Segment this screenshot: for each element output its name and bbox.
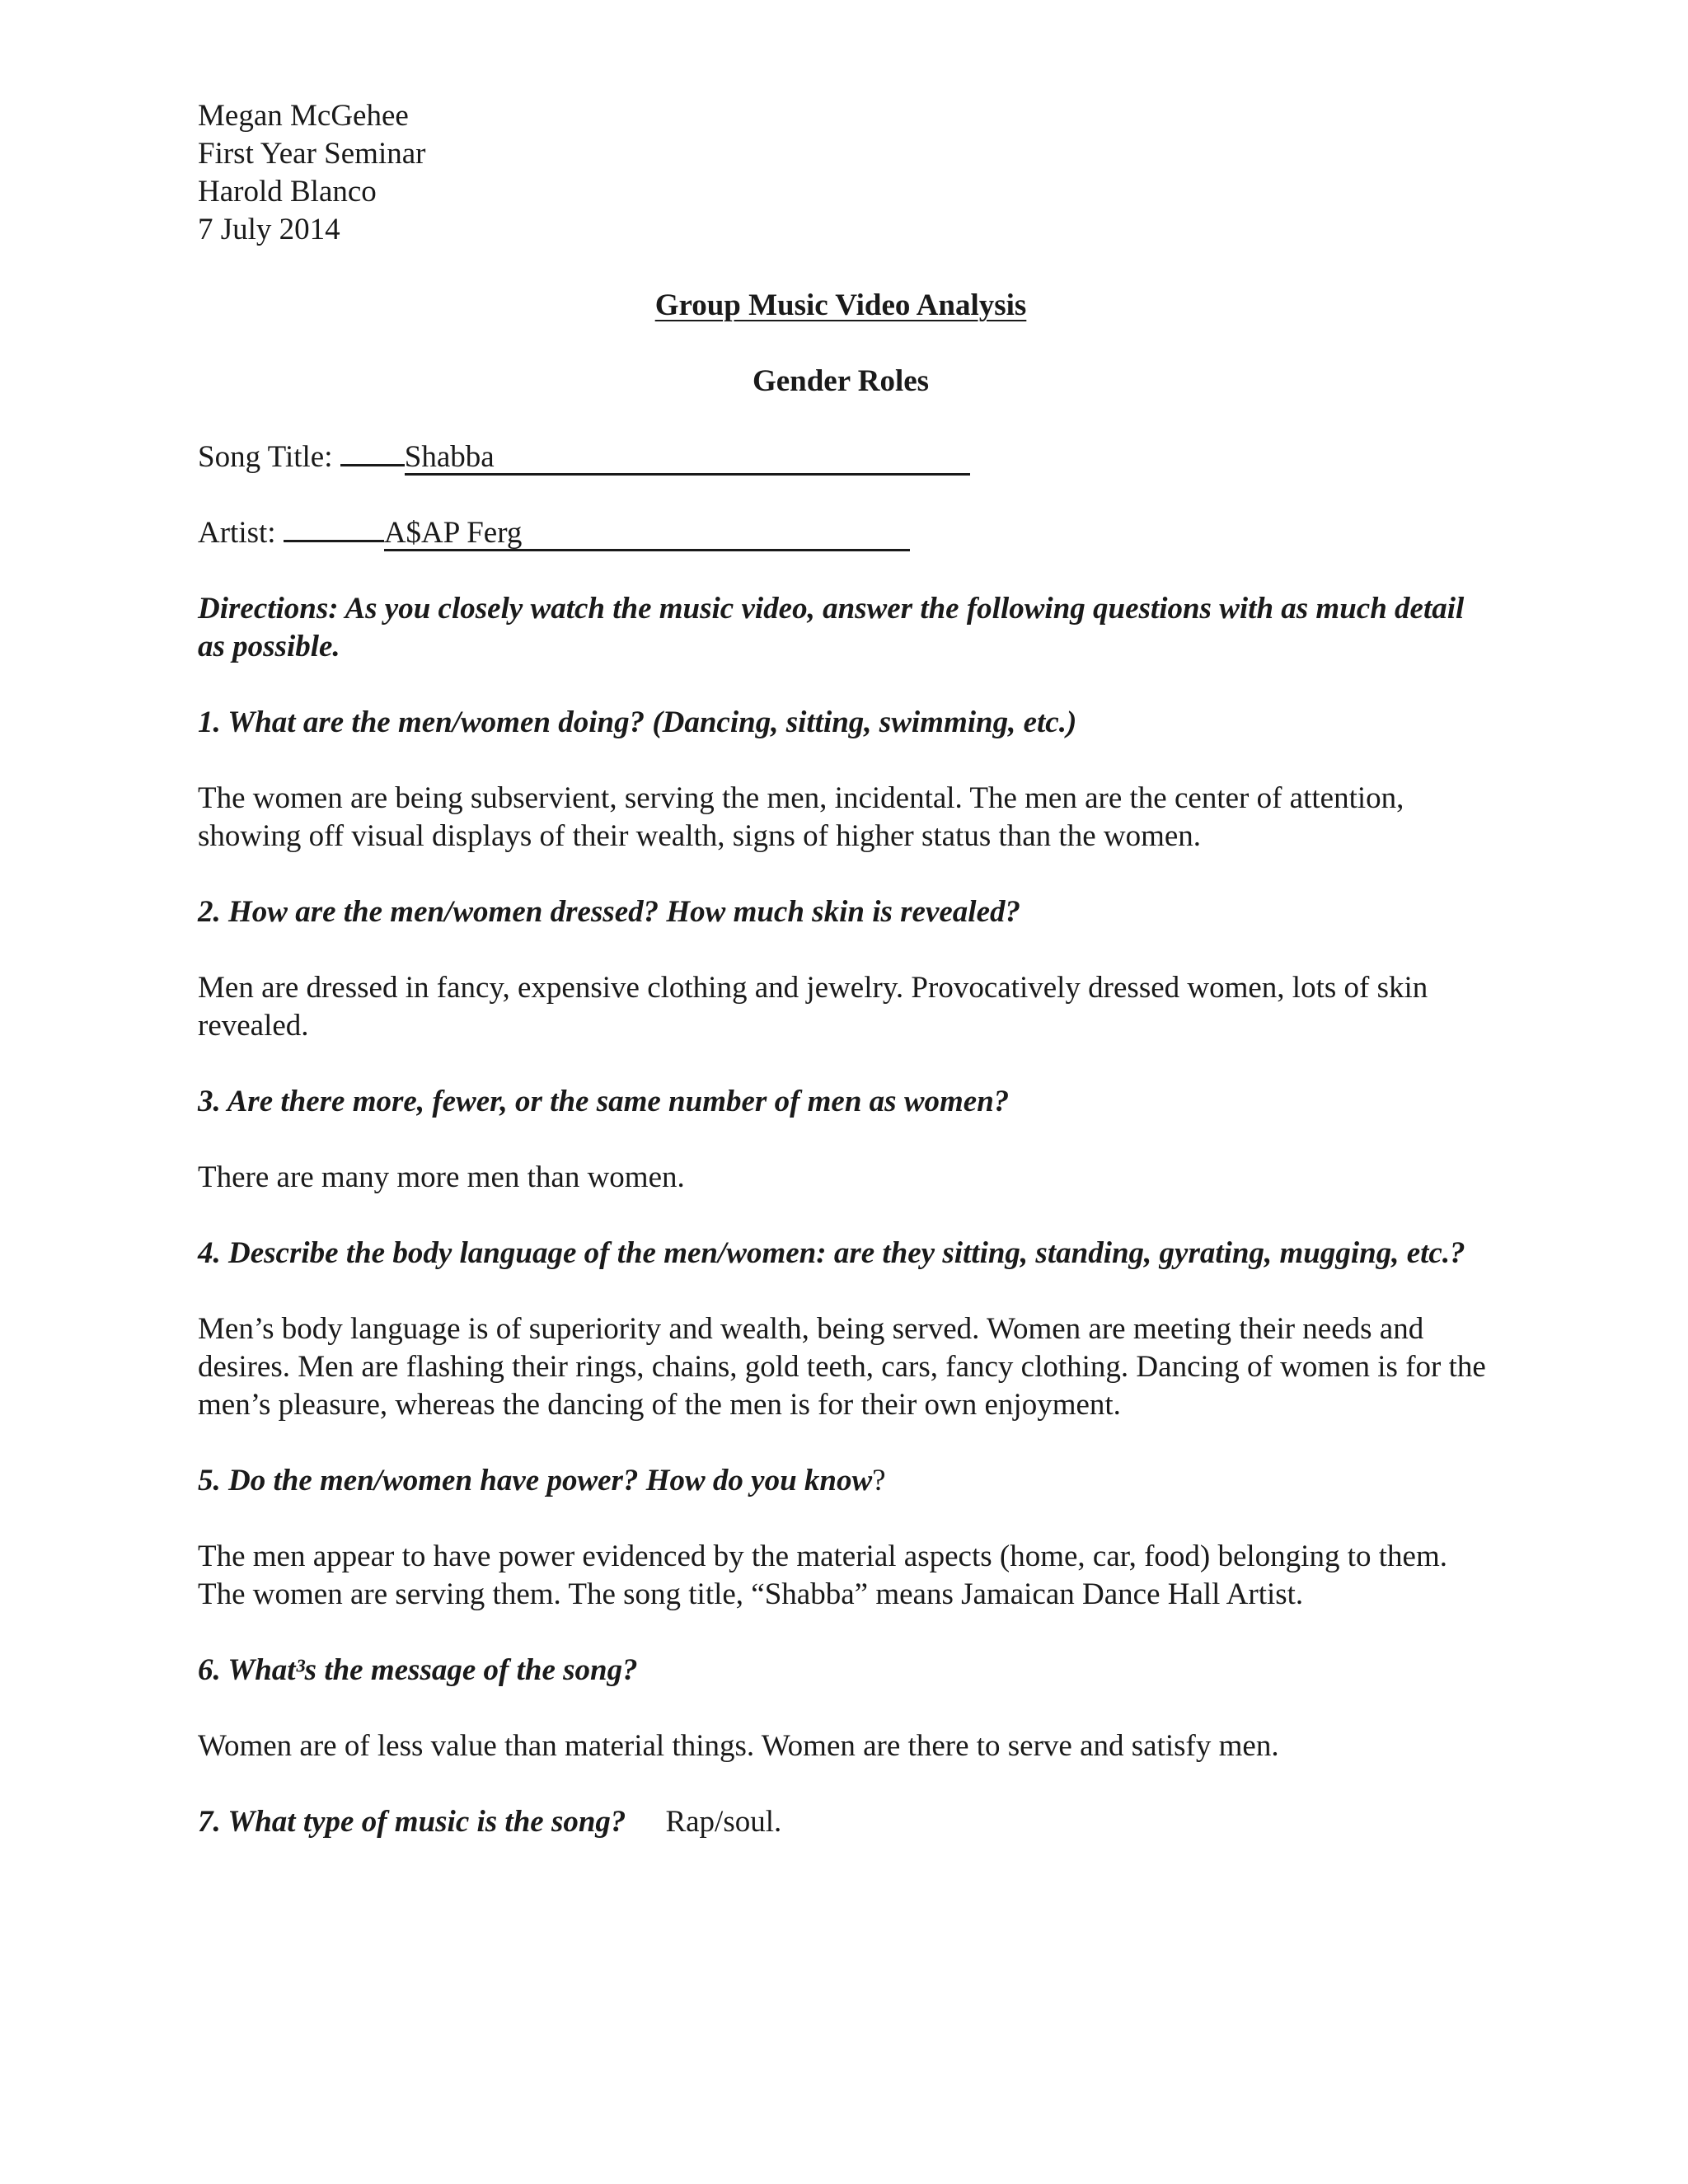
directions-text: Directions: As you closely watch the music video, answer the following questions with as much detail as possible.: [198, 592, 1465, 663]
artist-value: A$AP Ferg: [384, 518, 910, 551]
song-title-field: [198, 438, 1484, 476]
document-content: [198, 97, 1484, 1841]
question-7-line: [198, 1803, 1484, 1841]
question-5: [198, 1462, 1484, 1500]
question-2: 2. How are the men/women dressed? How much skin is revealed?: [198, 895, 1020, 929]
question-7: 7. What type of music is the song?: [198, 1805, 626, 1839]
question-3: 3. Are there more, fewer, or the same number of men as women?: [198, 1085, 1010, 1118]
header-block: [198, 97, 1484, 249]
course-name: First Year Seminar: [198, 137, 426, 171]
instructor-name: Harold Blanco: [198, 175, 377, 209]
answer-1: The women are being subservient, serving the men, incidental. The men are the center of attention, showing off visual displays of their wealth, signs of higher status than the women.: [198, 781, 1404, 853]
answer-2: Men are dressed in fancy, expensive clothing and jewelry. Provocatively dressed women, lots of skin revealed.: [198, 971, 1428, 1043]
artist-field: [198, 514, 1484, 552]
question-5-mark: ?: [872, 1464, 886, 1497]
question-6: 6. What³s the message of the song?: [198, 1653, 638, 1687]
question-5-text: 5. Do the men/women have power? How do you know: [198, 1464, 873, 1497]
document-date: 7 July 2014: [198, 213, 340, 246]
answer-6: Women are of less value than material things. Women are there to serve and satisfy men.: [198, 1729, 1279, 1763]
document-subtitle: Gender Roles: [752, 364, 930, 398]
answer-3: There are many more men than women.: [198, 1160, 685, 1194]
answer-5: The men appear to have power evidenced by the material aspects (home, car, food) belonging to them. The women are serving them. The song title, “Shabba” means Jamaican Dance Hall Artist.: [198, 1540, 1447, 1611]
answer-7: Rap/soul.: [665, 1805, 782, 1839]
student-name: Megan McGehee: [198, 99, 409, 133]
artist-label: Artist:: [198, 516, 276, 550]
answer-4: Men’s body language is of superiority and wealth, being served. Women are meeting their needs and desires. Men are flashing their rings, chains, gold teeth, cars, fancy clothing. Dancing of women is for the men’s pleasure, whereas the dancing of the men is for their own enjoyment.: [198, 1312, 1486, 1422]
song-title-label: Song Title:: [198, 440, 333, 474]
question-1: 1. What are the men/women doing? (Dancing, sitting, swimming, etc.): [198, 705, 1077, 739]
song-title-value: Shabba: [405, 442, 970, 476]
artist-leading-blank: [284, 540, 384, 542]
question-4: 4. Describe the body language of the men/women: are they sitting, standing, gyrating, mugging, etc.?: [198, 1236, 1465, 1270]
document-title: Group Music Video Analysis: [654, 288, 1027, 322]
song-title-leading-blank: [340, 464, 405, 466]
